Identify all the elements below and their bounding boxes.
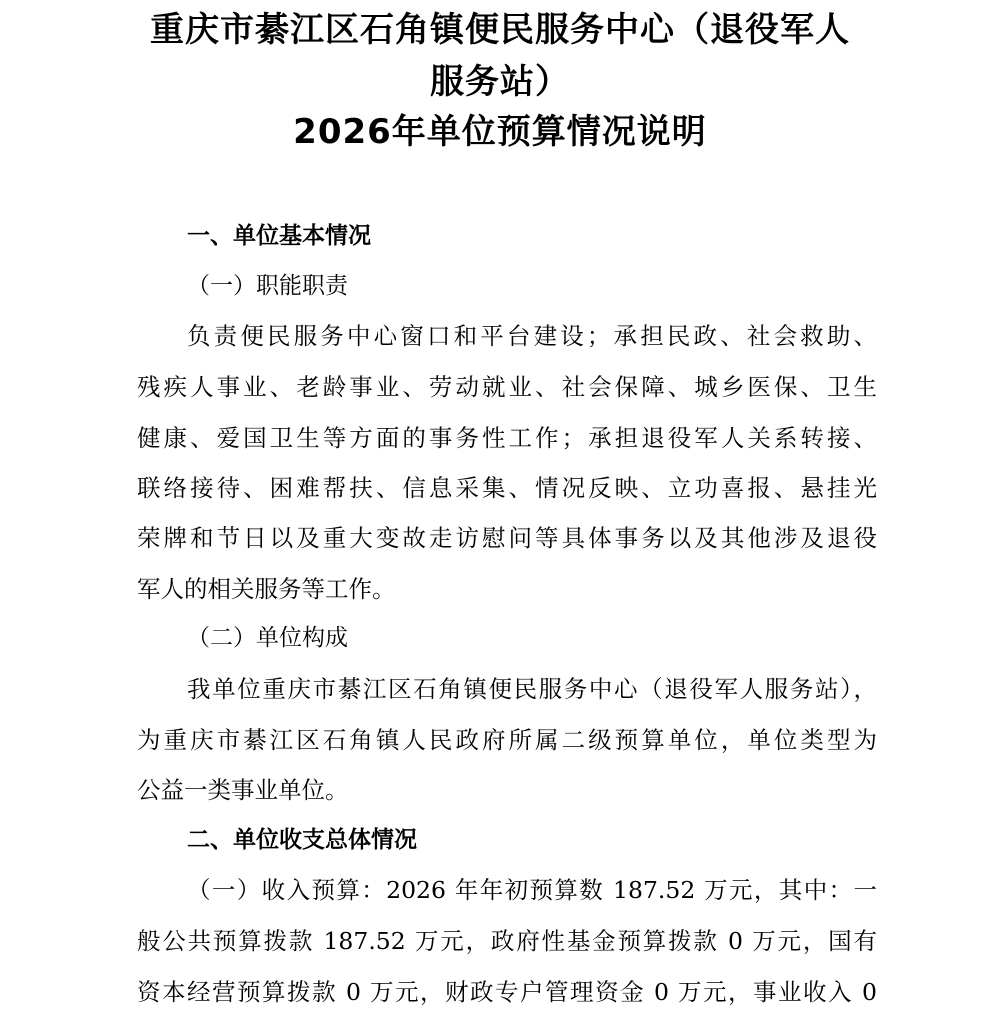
paragraph-line: 负责便民服务中心窗口和平台建设；承担民政、社会救助、 bbox=[187, 322, 877, 350]
document-title-line-2: 服务站） bbox=[430, 62, 570, 102]
document-title-line-3: 2026年单位预算情况说明 bbox=[293, 112, 707, 152]
subsection-heading-duties: （一）职能职责 bbox=[187, 273, 348, 299]
paragraph-line: 为重庆市綦江区石角镇人民政府所属二级预算单位，单位类型为 bbox=[137, 726, 877, 754]
document-title-line-1: 重庆市綦江区石角镇便民服务中心（退役军人 bbox=[150, 10, 850, 50]
paragraph-line: 荣牌和节日以及重大变故走访慰问等具体事务以及其他涉及退役 bbox=[137, 524, 877, 552]
paragraph-line: 联络接待、困难帮扶、信息采集、情况反映、立功喜报、悬挂光 bbox=[137, 474, 877, 502]
paragraph-line: 我单位重庆市綦江区石角镇便民服务中心（退役军人服务站）， bbox=[187, 675, 877, 703]
paragraph-line: 般公共预算拨款 187.52 万元，政府性基金预算拨款 0 万元，国有 bbox=[137, 927, 877, 955]
section-heading-basic-info: 一、单位基本情况 bbox=[187, 223, 371, 249]
paragraph-line: 健康、爱国卫生等方面的事务性工作；承担退役军人关系转接、 bbox=[137, 424, 877, 452]
subsection-heading-composition: （二）单位构成 bbox=[187, 625, 348, 651]
paragraph-line: （一）收入预算：2026 年年初预算数 187.52 万元，其中：一 bbox=[187, 876, 877, 904]
paragraph-line: 军人的相关服务等工作。 bbox=[137, 575, 396, 603]
paragraph-line: 残疾人事业、老龄事业、劳动就业、社会保障、城乡医保、卫生 bbox=[137, 373, 877, 401]
paragraph-line: 资本经营预算拨款 0 万元，财政专户管理资金 0 万元，事业收入 0 bbox=[137, 978, 877, 1006]
section-heading-revenue-expenditure: 二、单位收支总体情况 bbox=[187, 827, 417, 853]
paragraph-line: 公益一类事业单位。 bbox=[137, 776, 349, 804]
